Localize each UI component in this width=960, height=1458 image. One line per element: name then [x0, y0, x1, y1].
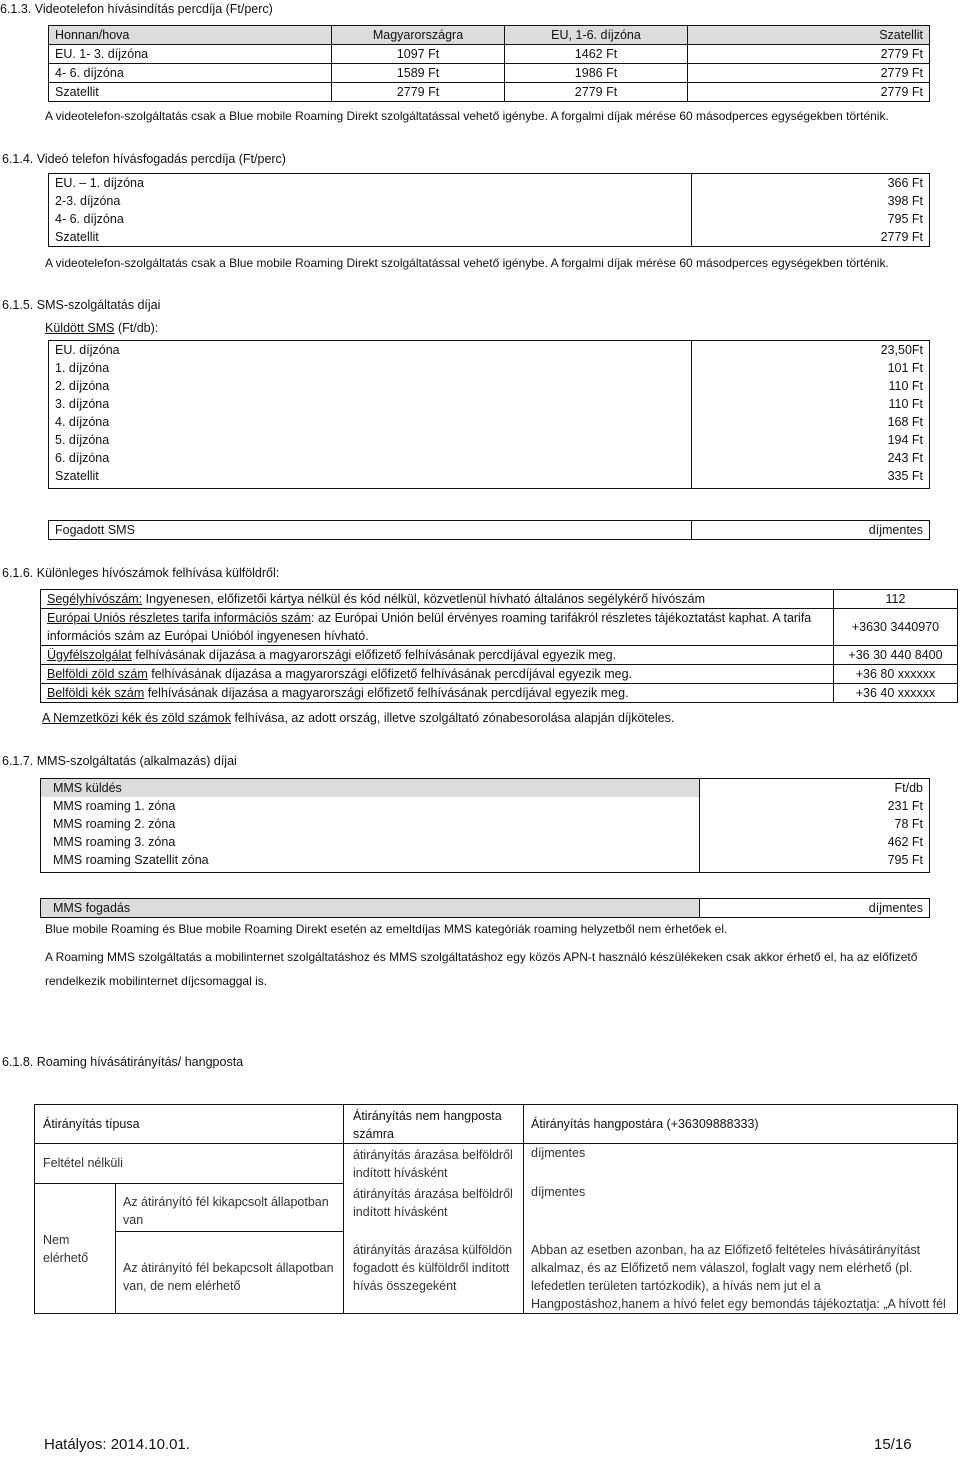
cell: 2779 Ft [688, 64, 930, 83]
sms-table [48, 340, 930, 489]
text: felhívása, az adott ország, illetve szolgáltató zónabesorolása alapján díjköteles. [230, 711, 675, 725]
cell: 168 Ft [887, 415, 923, 429]
not-reachable-label: Az átirányító fél bekapcsolt állapotban van, de nem elérhető [123, 1261, 334, 1293]
cell: 398 Ft [887, 194, 923, 208]
cell: 335 Ft [887, 469, 923, 483]
unconditional-label: Feltétel nélküli [43, 1156, 123, 1170]
table-row [41, 609, 958, 646]
table-row [41, 665, 958, 684]
table-row [49, 467, 930, 489]
cell: Fogadott SMS [49, 521, 692, 540]
cell: MMS roaming Szatellit zóna [41, 851, 700, 873]
table-row [41, 684, 958, 703]
table-row [41, 797, 930, 815]
note-613: A videotelefon-szolgáltatás csak a Blue mobile Roaming Direkt szolgáltatással vehető igénybe. A forgalmi díjak mérése 60 másodperces egységekben történik. [45, 109, 889, 123]
table-row [41, 646, 958, 665]
table-row [41, 815, 930, 833]
cell: 231 Ft [887, 799, 923, 813]
sent-sms-label [45, 321, 158, 335]
cell: 194 Ft [887, 433, 923, 447]
section-title-617: 6.1.7. MMS-szolgáltatás (alkalmazás) díjai [2, 754, 237, 768]
cell: EU. díjzóna [49, 341, 692, 360]
table-row [49, 83, 930, 102]
cell: díjmentes [868, 523, 923, 537]
cell: 366 Ft [887, 176, 923, 190]
label: Belföldi kék szám [47, 686, 145, 700]
section-title-613: 6.1.3. Videotelefon hívásindítás percdíja (Ft/perc) [0, 2, 273, 16]
cell: 1097 Ft [332, 45, 505, 64]
cell: MMS roaming 1. zóna [41, 797, 700, 815]
mms-received-table [40, 898, 930, 918]
label: Ügyfélszolgálat [47, 648, 132, 662]
sms-received-table [48, 520, 930, 540]
table-header-row [49, 26, 930, 45]
note-614: A videotelefon-szolgáltatás csak a Blue mobile Roaming Direkt szolgáltatással vehető igénybe. A forgalmi díjak mérése 60 másodperces egységekben történik. [45, 256, 889, 270]
cell: MMS fogadás [41, 899, 700, 918]
page-number: 15/16 [874, 1436, 912, 1453]
table-row [49, 431, 930, 449]
cell [41, 684, 834, 703]
unconditional-pricing: átirányítás árazása belföldről indított hívásként [353, 1148, 513, 1180]
cell: 1. díjzóna [49, 359, 692, 377]
switched-off-label: Az átirányító fél kikapcsolt állapotban van [123, 1195, 329, 1227]
cell [41, 646, 834, 665]
cell: Szatellit [49, 83, 332, 102]
number-cell: +3630 3440970 [834, 609, 958, 646]
text: felhívásának díjazása a magyarországi előfizető felhívásának percdíjával egyezik meg. [131, 648, 617, 662]
header-cell: Ft/db [894, 781, 923, 795]
row-divider [35, 1143, 957, 1144]
number-cell: +36 80 xxxxxx [834, 665, 958, 684]
table-row [41, 851, 930, 873]
cell [41, 665, 834, 684]
header-voicemail: Átirányítás hangpostára (+36309888333) [531, 1117, 759, 1131]
cell: 5. díjzóna [49, 431, 692, 449]
forwarding-table [34, 1104, 958, 1314]
mms-note-2: A Roaming MMS szolgáltatás a mobilinternet szolgáltatáshoz és MMS szolgáltatáshoz egy közös APN-t használó készülékeken csak akkor érhető el, ha az előfizető rendelkezik mobilinternet díjcsomaggal is. [45, 950, 918, 988]
cell: 110 Ft [888, 397, 923, 411]
table-row [49, 174, 930, 193]
cell: 2779 Ft [688, 83, 930, 102]
table-row [49, 449, 930, 467]
table-header-row [41, 779, 930, 798]
header-non-voicemail: Átirányítás nem hangposta számra [353, 1109, 502, 1141]
cell: 101 Ft [887, 361, 923, 375]
cell: 4- 6. díjzóna [49, 64, 332, 83]
cell: 3. díjzóna [49, 395, 692, 413]
table-row [49, 395, 930, 413]
cell: EU. – 1. díjzóna [49, 174, 692, 193]
mms-table [40, 778, 930, 873]
unreachable-label: Nem elérhető [43, 1233, 89, 1265]
text: Ingyenesen, előfizetői kártya nélkül és kód nélkül, közvetlenül hívható általános segélykérő hívószám [142, 592, 706, 606]
cell: 23,50Ft [880, 343, 923, 357]
label: Belföldi zöld szám [47, 667, 148, 681]
switched-off-voicemail: díjmentes [531, 1185, 586, 1199]
number-cell: +36 40 xxxxxx [834, 684, 958, 703]
cell: MMS roaming 2. zóna [41, 815, 700, 833]
not-reachable-voicemail: Abban az esetben azonban, ha az Előfizető feltételes hívásátirányítást alkalmaz, és az Előfizető nem válaszol, foglalt vagy nem elérhető (pl. lefedetlen területen tartózkodik), a hívás nem jut el a Hangpostáshoz,hanem a hívó felet egy bemondás tájékoztatja: „A hívott fél [531, 1243, 946, 1311]
cell: 795 Ft [887, 212, 923, 226]
label: Európai Uniós részletes tarifa információs szám [47, 611, 311, 625]
cell: 4. díjzóna [49, 413, 692, 431]
cell: 110 Ft [888, 379, 923, 393]
row-divider [115, 1231, 343, 1232]
cell: 2779 Ft [332, 83, 505, 102]
cell: 6. díjzóna [49, 449, 692, 467]
cell: 2. díjzóna [49, 377, 692, 395]
switched-off-pricing: átirányítás árazása belföldről indított hívásként [353, 1187, 513, 1219]
cell [41, 609, 834, 646]
header-cell: Honnan/hova [49, 26, 332, 45]
cell: 462 Ft [887, 835, 923, 849]
section-title-618: 6.1.8. Roaming hívásátirányítás/ hangposta [2, 1055, 244, 1069]
cell: 2779 Ft [880, 230, 923, 244]
effective-date: Hatályos: 2014.10.01. [44, 1436, 190, 1453]
sent-sms-unit: (Ft/db): [114, 321, 159, 335]
column-divider [343, 1105, 344, 1313]
table-row [49, 210, 930, 228]
header-cell: Szatellit [688, 26, 930, 45]
cell: díjmentes [868, 901, 923, 915]
text: felhívásának díjazása a magyarországi előfizető felhívásának percdíjával egyezik meg. [147, 667, 633, 681]
cell: 1462 Ft [505, 45, 688, 64]
section-title-616: 6.1.6. Különleges hívószámok felhívása külföldről: [2, 566, 280, 580]
cell: 78 Ft [894, 817, 923, 831]
number-cell: 112 [834, 590, 958, 609]
table-row [49, 64, 930, 83]
column-divider [523, 1105, 524, 1313]
unconditional-voicemail: díjmentes [531, 1146, 586, 1160]
international-numbers-note [42, 711, 674, 725]
special-numbers-table [40, 589, 958, 703]
mms-note-1: Blue mobile Roaming és Blue mobile Roaming Direkt esetén az emeltdíjas MMS kategóriák roaming helyzetből nem érhetőek el. [45, 922, 728, 936]
label: A Nemzetközi kék és zöld számok [42, 711, 231, 725]
cell: 795 Ft [887, 853, 923, 867]
text: felhívásának díjazása a magyarországi előfizető felhívásának percdíjával egyezik meg. [144, 686, 629, 700]
cell: 1986 Ft [505, 64, 688, 83]
header-cell: MMS küldés [41, 779, 700, 798]
video-call-table [48, 25, 930, 102]
header-cell: EU, 1-6. díjzóna [505, 26, 688, 45]
video-receive-table [48, 173, 930, 247]
label: Segélyhívószám: [47, 592, 143, 606]
number-cell: +36 30 440 8400 [834, 646, 958, 665]
section-title-614: 6.1.4. Videó telefon hívásfogadás percdíja (Ft/perc) [2, 152, 286, 166]
table-row [49, 341, 930, 360]
table-row [41, 590, 958, 609]
cell: 2779 Ft [688, 45, 930, 64]
sent-sms-text: Küldött SMS [45, 321, 115, 335]
text: : az Európai Unión belül érvényes roaming tarifákról részletes tájékoztatást kaphat. A tarifa információs szám az Európai Unióból ingyenesen hívható. [47, 611, 812, 643]
cell: Szatellit [49, 467, 692, 489]
section-title-615: 6.1.5. SMS-szolgáltatás díjai [2, 298, 161, 312]
column-divider [115, 1183, 116, 1313]
table-row [49, 377, 930, 395]
not-reachable-pricing: átirányítás árazása külföldön fogadott és külföldről indított hívás összegeként [353, 1243, 513, 1293]
table-row [49, 359, 930, 377]
cell [41, 590, 834, 609]
table-row [49, 192, 930, 210]
table-row [49, 521, 930, 540]
table-row [41, 899, 930, 918]
header-type: Átirányítás típusa [43, 1117, 140, 1131]
cell: MMS roaming 3. zóna [41, 833, 700, 851]
table-row [49, 413, 930, 431]
cell: Szatellit [49, 228, 692, 247]
cell: 2779 Ft [505, 83, 688, 102]
cell: 243 Ft [887, 451, 923, 465]
table-row [41, 833, 930, 851]
table-row [49, 45, 930, 64]
cell: EU. 1- 3. díjzóna [49, 45, 332, 64]
cell: 4- 6. díjzóna [49, 210, 692, 228]
header-cell: Magyarországra [332, 26, 505, 45]
row-divider [35, 1183, 343, 1184]
cell: 2-3. díjzóna [49, 192, 692, 210]
table-row [49, 228, 930, 247]
cell: 1589 Ft [332, 64, 505, 83]
